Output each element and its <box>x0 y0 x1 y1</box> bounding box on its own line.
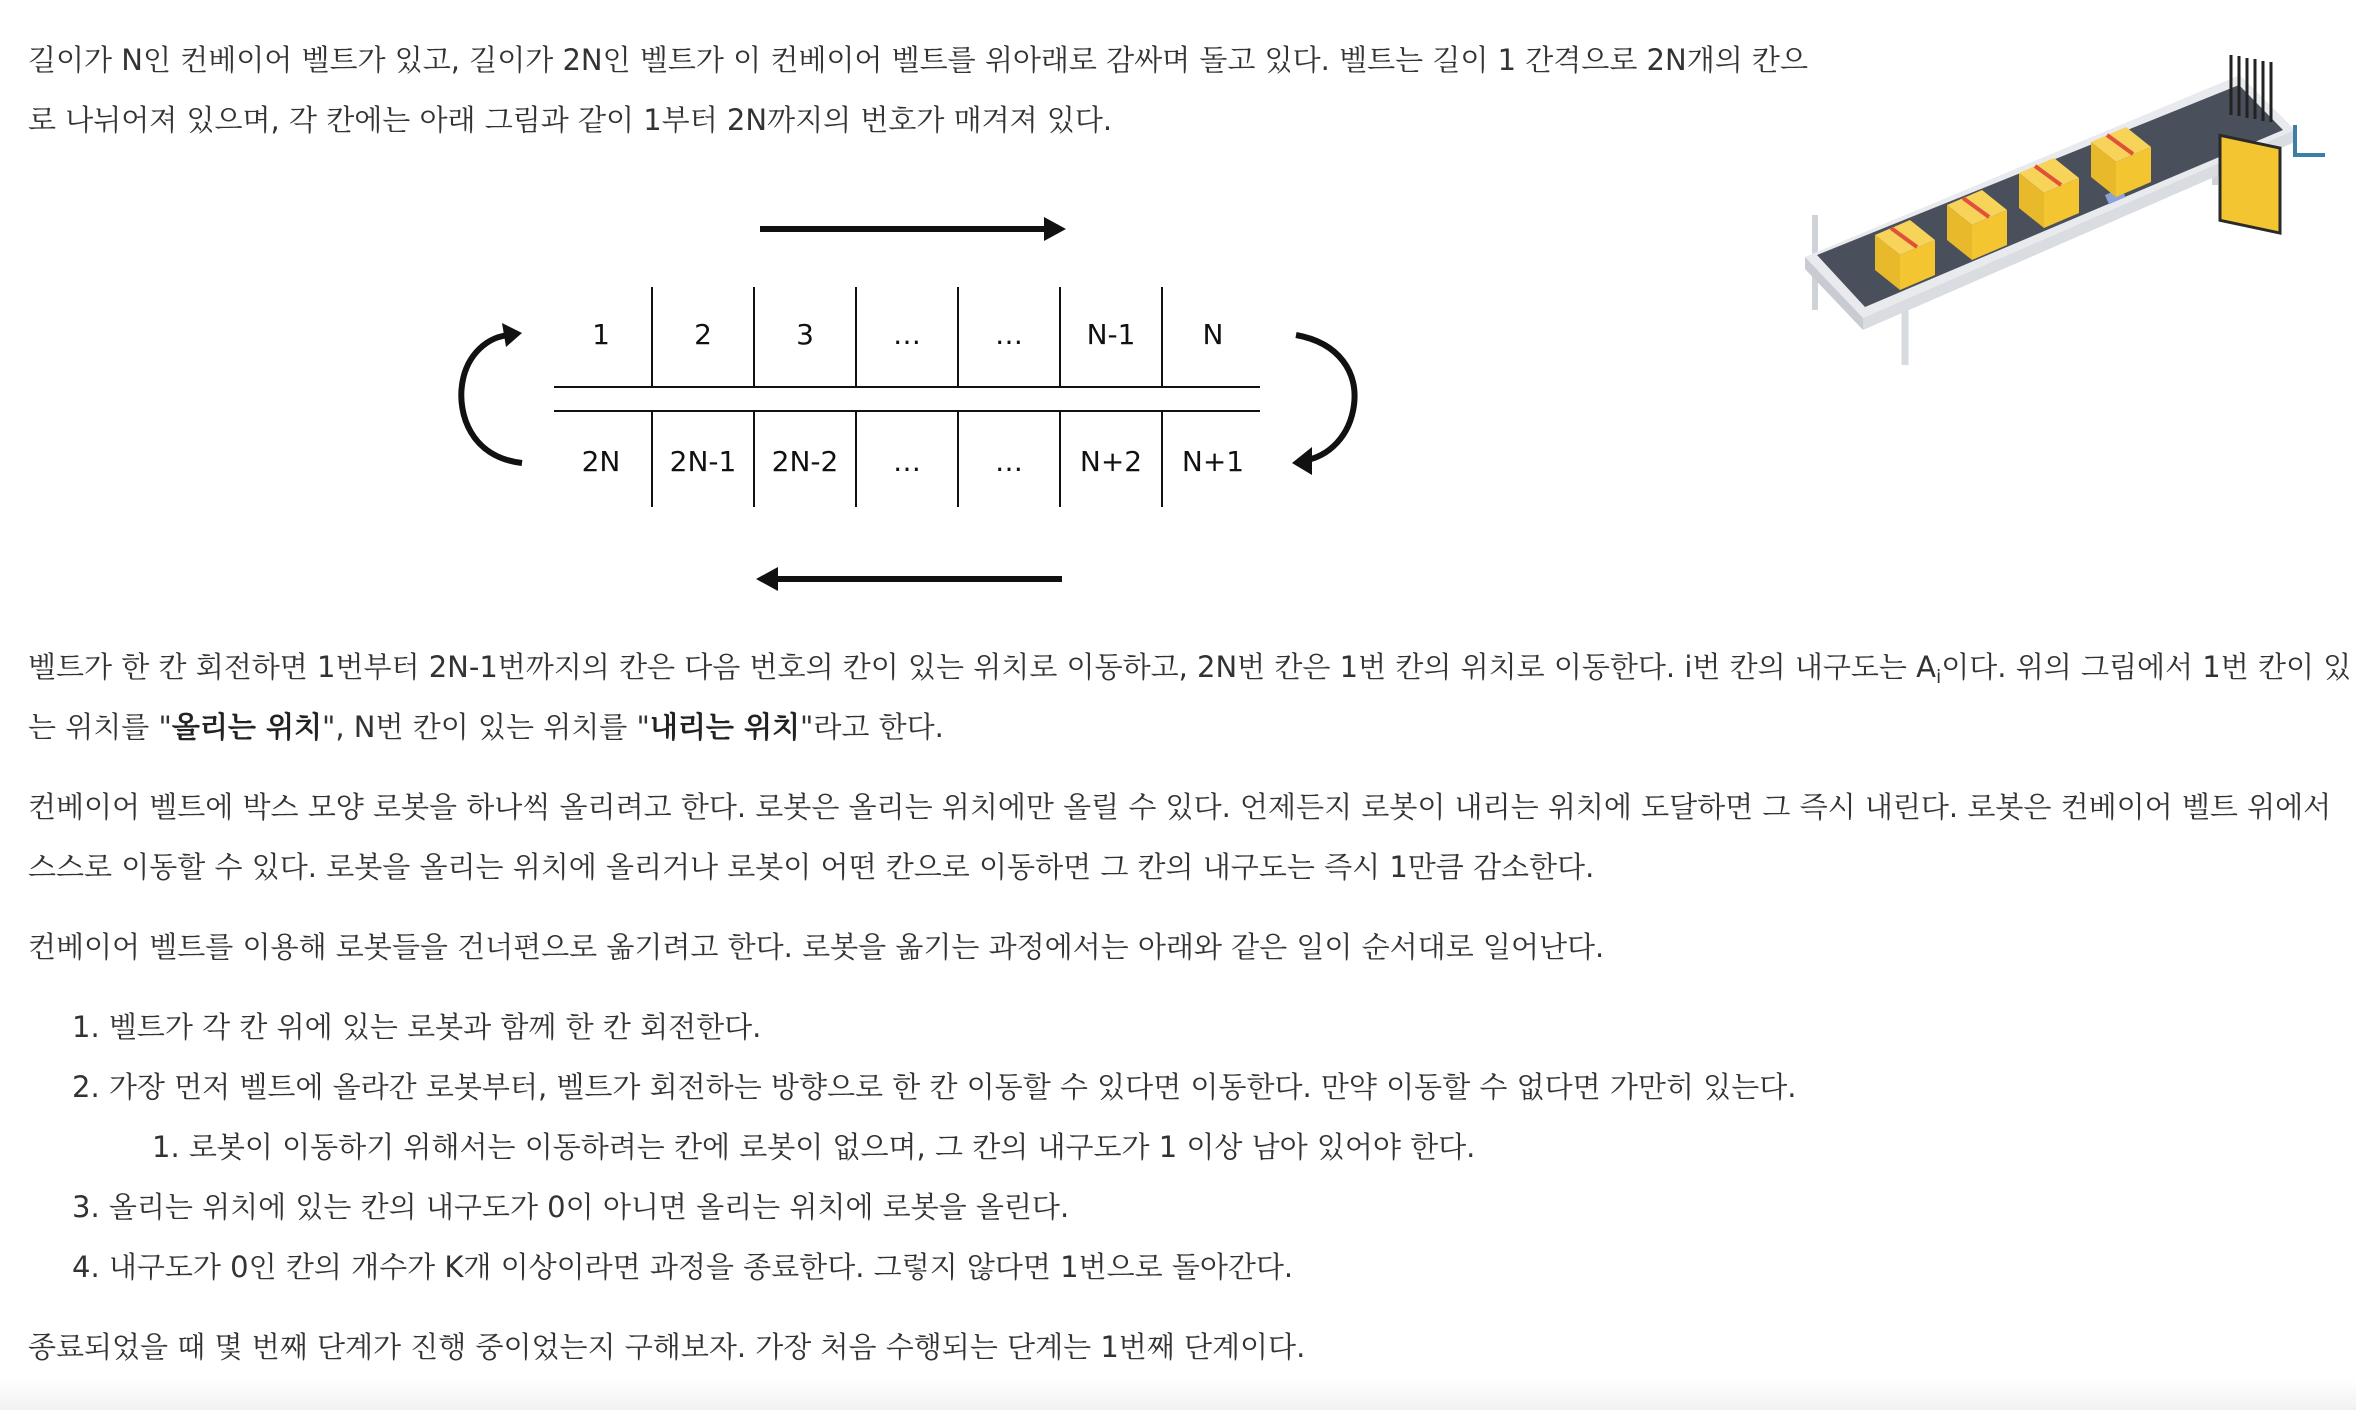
step-1 <box>72 997 761 1057</box>
curved-arrow-up-icon <box>502 323 522 347</box>
belt-cell-bottom-7: N+1 <box>1181 445 1245 478</box>
rotation-line2-b: ", N번 칸이 있는 위치를 " <box>322 710 650 744</box>
rotation-subscript: i <box>1936 666 1942 688</box>
step-text: 로봇이 이동하기 위해서는 이동하려는 칸에 로봇이 없으며, 그 칸의 내구도가 1 이상 남아 있어야 한다. <box>188 1130 1476 1164</box>
step-2-substep-1 <box>152 1117 1475 1177</box>
belt-cell-top-7: N <box>1202 318 1224 351</box>
conveyor-belt-illustration <box>1795 35 2325 375</box>
step-text: 올리는 위치에 있는 칸의 내구도가 0이 아니면 올리는 위치에 로봇을 올린다. <box>108 1190 1070 1224</box>
step-4 <box>72 1237 1293 1297</box>
belt-cell-bottom-3: 2N-2 <box>771 445 839 478</box>
unload-position-term: 내리는 위치 <box>649 710 800 744</box>
step-3 <box>72 1177 1069 1237</box>
belt-cell-bottom-5: … <box>995 445 1023 478</box>
arrow-left-icon <box>756 567 778 591</box>
step-text: 가장 먼저 벨트에 올라간 로봇부터, 벨트가 회전하는 방향으로 한 칸 이동할 수 있다면 이동한다. 만약 이동할 수 없다면 가만히 있는다. <box>108 1070 1797 1104</box>
intro-line-2: 로 나뉘어져 있으며, 각 칸에는 아래 그림과 같이 1부터 2N까지의 번호가 매겨져 있다. <box>28 103 1113 137</box>
step-number: 1. <box>152 1130 180 1164</box>
belt-numbering-diagram <box>440 195 1390 615</box>
belt-cell-bottom-2: 2N-1 <box>669 445 737 478</box>
step-number: 4. <box>72 1250 100 1284</box>
rotation-line2-a: 는 위치를 " <box>28 710 172 744</box>
step-2 <box>72 1057 1796 1117</box>
intro-line-1: 길이가 N인 컨베이어 벨트가 있고, 길이가 2N인 벨트가 이 컨베이어 벨트를 위아래로 감싸며 돌고 있다. 벨트는 길이 1 간격으로 2N개의 칸으 <box>28 43 1808 77</box>
arrow-right-icon <box>1044 217 1066 241</box>
step-number: 1. <box>72 1010 100 1044</box>
belt-cell-bottom-4: … <box>893 445 921 478</box>
rotation-text-b: 이다. 위의 그림에서 1번 칸이 있 <box>1941 650 2352 684</box>
rotation-line2-c: "라고 한다. <box>799 710 944 744</box>
bottom-edge <box>0 1378 2356 1410</box>
rotation-text-a: 벨트가 한 칸 회전하면 1번부터 2N-1번까지의 칸은 다음 번호의 칸이 있는 위치로 이동하고, 2N번 칸은 1번 칸의 위치로 이동한다. i번 칸의 내구도는 A <box>28 650 1936 684</box>
belt-cell-top-1: 1 <box>592 318 610 351</box>
belt-cell-top-3: 3 <box>796 318 814 351</box>
belt-cell-bottom-1: 2N <box>581 445 621 478</box>
conclusion: 종료되었을 때 몇 번째 단계가 진행 중이었는지 구해보자. 가장 처음 수행되는 단계는 1번째 단계이다. <box>28 1330 1306 1364</box>
step-number: 2. <box>72 1070 100 1104</box>
step-text: 벨트가 각 칸 위에 있는 로봇과 함께 한 칸 회전한다. <box>108 1010 762 1044</box>
belt-cell-bottom-6: N+2 <box>1079 445 1143 478</box>
step-text: 내구도가 0인 칸의 개수가 K개 이상이라면 과정을 종료한다. 그렇지 않다면 1번으로 돌아간다. <box>108 1250 1294 1284</box>
curved-arrow-down-icon <box>1292 447 1312 475</box>
rotation-line-2 <box>28 697 944 757</box>
belt-cell-top-2: 2 <box>694 318 712 351</box>
belt-cell-top-5: … <box>995 318 1023 351</box>
robots-line-2: 스스로 이동할 수 있다. 로봇을 올리는 위치에 올리거나 로봇이 어떤 칸으로 이동하면 그 칸의 내구도는 즉시 1만큼 감소한다. <box>28 850 1595 884</box>
step-number: 3. <box>72 1190 100 1224</box>
belt-diagram-lines <box>440 195 1390 615</box>
robots-line-1: 컨베이어 벨트에 박스 모양 로봇을 하나씩 올리려고 한다. 로봇은 올리는 위치에만 올릴 수 있다. 언제든지 로봇이 내리는 위치에 도달하면 그 즉시 내린다. 로봇은 컨베이어 벨트 위에서 <box>28 790 2332 824</box>
process-intro: 컨베이어 벨트를 이용해 로봇들을 건너편으로 옮기려고 한다. 로봇을 옮기는 과정에서는 아래와 같은 일이 순서대로 일어난다. <box>28 930 1605 964</box>
load-position-term: 올리는 위치 <box>171 710 323 744</box>
belt-cell-top-4: … <box>893 318 921 351</box>
belt-cell-top-6: N-1 <box>1086 318 1136 351</box>
conveyor-belt-image <box>1795 35 2325 375</box>
